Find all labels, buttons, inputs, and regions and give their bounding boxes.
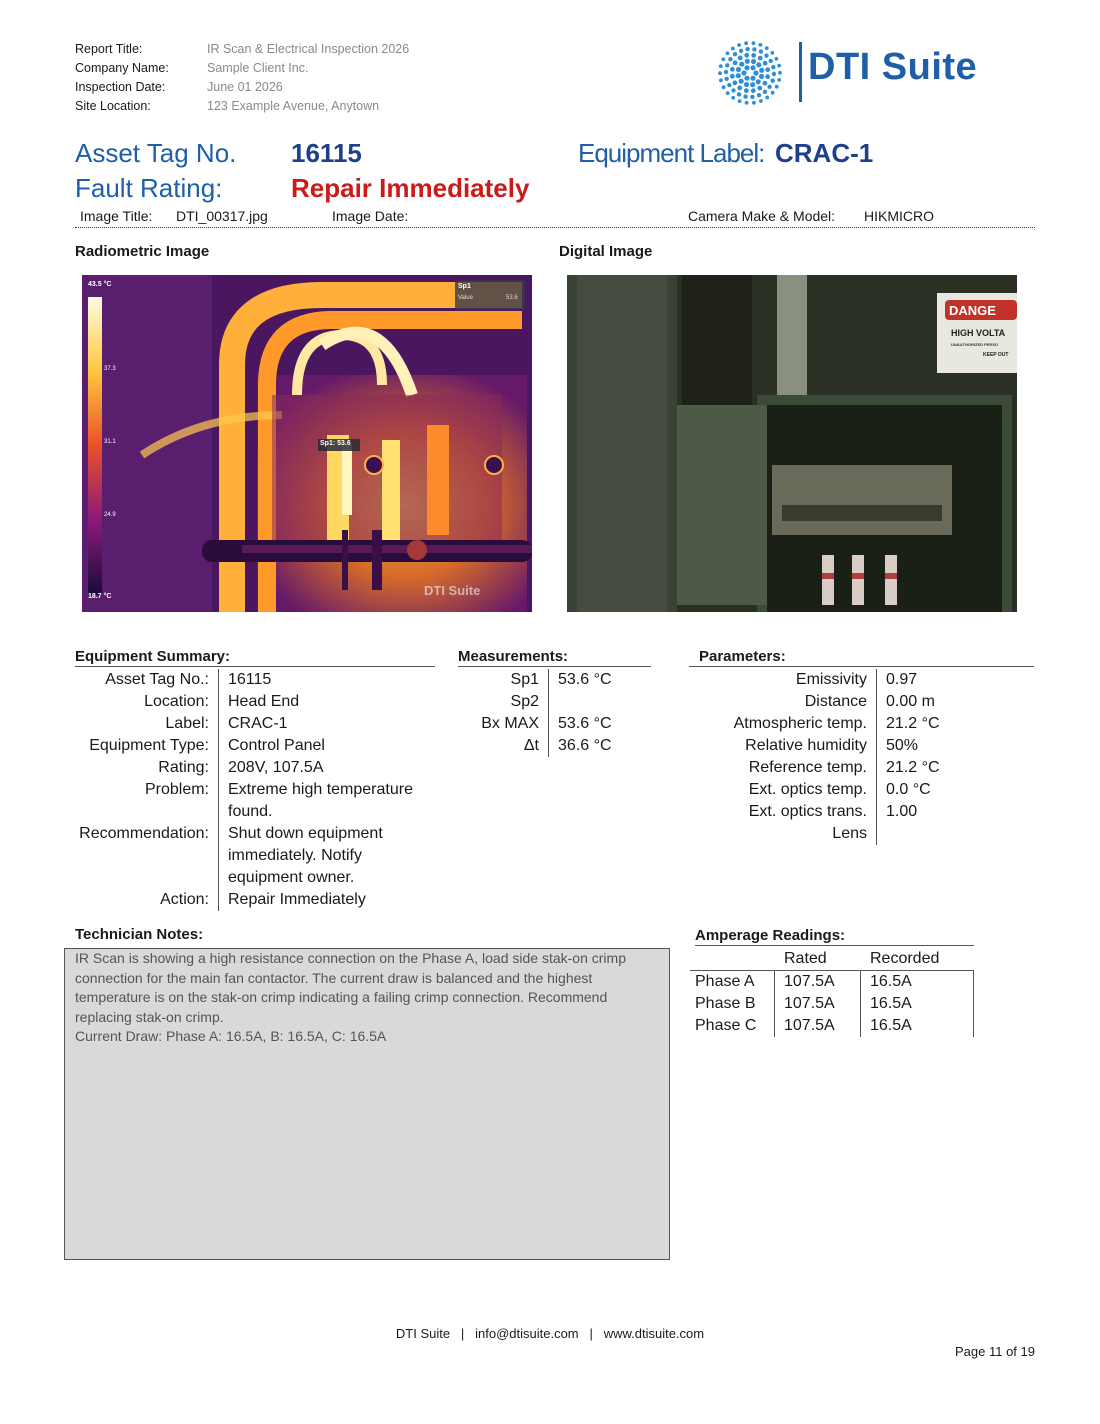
technician-notes-heading: Technician Notes: (75, 926, 204, 943)
equipment-label-value: CRAC-1 (775, 138, 874, 168)
equipment-label-label: Equipment Label: (578, 138, 765, 168)
meta-key: Site Location: (75, 99, 151, 113)
summary-value (219, 669, 271, 691)
amperage-row (690, 971, 974, 993)
sign-text-small: UNAUTHORIZED PERSO (951, 342, 999, 347)
logo-divider (799, 42, 802, 102)
parameter-value: 0.00 m (886, 693, 935, 710)
fault-rating-value: Repair Immediately (291, 173, 530, 203)
measurement-value: 53.6 °C (558, 715, 612, 732)
meta-key: Report Title: (75, 42, 143, 56)
parameter-value: 21.2 °C (886, 759, 940, 776)
amperage-rated-cell: 107.5A (784, 973, 835, 990)
note-line: replacing stak-on crimp. (75, 1008, 224, 1025)
digital-heading: Digital Image (559, 243, 653, 260)
logo-dot (719, 79, 723, 83)
logo-dot (750, 95, 754, 99)
logo-dot (751, 88, 756, 93)
amperage-recorded-cell: 16.5A (870, 995, 912, 1012)
logo-dot (744, 76, 749, 81)
radiometric-heading: Radiometric Image (75, 243, 210, 260)
logo-dot (733, 80, 738, 85)
color-scale-bar (88, 297, 102, 595)
amperage-phase-cell: Phase B (695, 995, 756, 1012)
logo-dot (771, 91, 775, 95)
amperage-rated-cell: 107.5A (784, 995, 835, 1012)
parameter-key: Emissivity (689, 669, 877, 691)
logo-dot (722, 85, 726, 89)
logo-dot (744, 41, 748, 45)
summary-key: Equipment Type: (65, 735, 219, 757)
summary-key: Asset Tag No.: (65, 669, 219, 691)
logo-dot (750, 82, 755, 87)
logo-dot (771, 79, 775, 83)
meta-row-report-title (75, 40, 409, 59)
amperage-phase-cell: Phase A (695, 973, 755, 990)
logo-dot (759, 99, 763, 103)
parameter-key: Reference temp. (689, 757, 877, 779)
amperage-cell-divider (973, 993, 974, 1015)
summary-key: Rating: (65, 757, 219, 779)
logo-dot (765, 67, 770, 72)
summary-key: Location: (65, 691, 219, 713)
logo-dot (759, 74, 764, 79)
report-meta (75, 40, 409, 116)
logo-dot (751, 53, 756, 58)
summary-row (65, 735, 445, 757)
amperage-row (690, 1015, 974, 1037)
logo-dot (759, 68, 764, 73)
logo-dot (721, 57, 725, 61)
logo-dot (752, 41, 756, 45)
amperage-header-row (690, 948, 974, 970)
logo-dot (765, 74, 770, 79)
note-line: Current Draw: Phase A: 16.5A, B: 16.5A, C: 16.5A (75, 1028, 387, 1044)
amperage-row (690, 993, 974, 1015)
asset-tag-label: Asset Tag No. (75, 138, 237, 168)
amperage-rows (690, 970, 974, 1037)
logo-dot (736, 67, 741, 72)
summary-row (65, 889, 445, 911)
logo-dot (757, 86, 762, 91)
parameter-value: 0.97 (886, 671, 918, 688)
logo-dot (775, 57, 779, 61)
image-title-label: Image Title: (80, 208, 153, 224)
logo-dot (752, 47, 756, 51)
logo-dot (751, 59, 756, 64)
logo-dot (726, 91, 730, 95)
summary-row (65, 691, 445, 713)
logo-dot (777, 64, 781, 68)
amperage-rated-cell: 107.5A (784, 1017, 835, 1034)
logo-dot (726, 51, 730, 55)
meta-key: Inspection Date: (75, 80, 166, 94)
logo-dot (741, 70, 746, 75)
parameter-row (689, 735, 1034, 757)
logo-dot (757, 93, 761, 97)
parameter-row (689, 691, 1034, 713)
logo-dot (767, 85, 771, 89)
logo-dot (777, 78, 781, 82)
summary-row (65, 779, 445, 823)
amperage-phase-cell: Phase C (695, 1017, 757, 1034)
scale-max-label: 43.5 °C (88, 281, 112, 288)
measurement-key: Sp2 (448, 691, 549, 713)
parameter-key: Atmospheric temp. (689, 713, 877, 735)
parameter-value (877, 823, 886, 845)
logo-dot (750, 76, 755, 81)
amperage-heading: Amperage Readings: (695, 927, 974, 946)
watermark-text: DTI Suite (424, 583, 481, 598)
amperage-cell-divider (860, 993, 861, 1015)
logo-dot (758, 56, 763, 61)
logo-dot (739, 79, 744, 84)
meta-value: IR Scan & Electrical Inspection 2026 (207, 42, 410, 56)
logo-dot (718, 71, 722, 75)
parameter-key: Ext. optics trans. (689, 801, 877, 823)
logo-dot (744, 65, 749, 70)
logo-dot (772, 72, 776, 76)
logo-dot (727, 83, 731, 87)
summary-value-line: Shut down equipment (228, 825, 383, 842)
camera-label: Camera Make & Model: (688, 208, 836, 224)
logo-dot (775, 85, 779, 89)
logo-dot (731, 96, 735, 100)
summary-key: Problem: (65, 779, 219, 823)
scale-tick: 31.1 (104, 439, 116, 445)
spot-box-title: Sp1 (458, 283, 471, 290)
dots-globe-icon (714, 38, 794, 108)
parameter-key: Ext. optics temp. (689, 779, 877, 801)
logo-dot (765, 96, 769, 100)
logo-dot (730, 74, 735, 79)
summary-value-line: Extreme high temperature (228, 781, 413, 798)
logo-dot (743, 94, 747, 98)
summary-value (219, 823, 383, 889)
measurements-table (448, 669, 648, 757)
digital-image (567, 275, 1017, 612)
parameter-key: Lens (689, 823, 877, 845)
summary-value-line: 208V, 107.5A (228, 759, 324, 776)
amperage-recorded-cell: 16.5A (870, 1017, 912, 1034)
measurement-row (448, 713, 648, 735)
scale-tick: 37.3 (104, 366, 116, 372)
spot-marker-label: Sp1: 53.6 (320, 440, 351, 447)
logo-dot (738, 99, 742, 103)
logo-dot (752, 101, 756, 105)
amperage-cell-divider (774, 993, 775, 1015)
summary-value-line: Head End (228, 693, 300, 710)
measurement-row (448, 669, 648, 691)
logo-dot (765, 46, 769, 50)
measurement-key: Δt (448, 735, 549, 757)
logo-dot (728, 57, 732, 61)
spot-box-label: Value (458, 295, 473, 301)
spot-box-value: 53.6 (506, 295, 518, 301)
parameters-table (689, 669, 1034, 845)
meta-value: June 01 2026 (207, 80, 283, 94)
parameter-row (689, 801, 1034, 823)
amperage-cell-divider (860, 1015, 861, 1037)
fault-rating-label: Fault Rating: (75, 173, 223, 203)
parameter-value: 50% (886, 737, 919, 754)
meta-row-site (75, 97, 409, 116)
summary-value-line: CRAC-1 (228, 715, 288, 732)
col-rated: Rated (784, 950, 827, 967)
radiometric-image (82, 275, 532, 612)
footer-contact: DTI Suite | info@dtisuite.com | www.dtisuite.com (395, 1326, 705, 1341)
parameter-row (689, 757, 1034, 779)
logo-dot (744, 53, 749, 58)
meta-row-company (75, 59, 409, 78)
logo-text: DTI Suite (808, 46, 978, 88)
logo-dot (756, 62, 761, 67)
summary-key: Action: (65, 889, 219, 911)
meta-key: Company Name: (75, 61, 169, 75)
summary-value-line: 16115 (228, 671, 272, 688)
image-title-value: DTI_00317.jpg (176, 208, 268, 224)
image-date-label: Image Date: (332, 208, 409, 224)
meta-value: Sample Client Inc. (207, 61, 309, 75)
logo-dot (770, 51, 774, 55)
scale-tick: 24.9 (104, 512, 116, 518)
scale-min-label: 18.7 °C (88, 593, 112, 600)
summary-value-line: found. (228, 803, 273, 820)
page-number: Page 11 of 19 (955, 1344, 1035, 1359)
sign-keep-out-text: KEEP OUT (983, 352, 1009, 358)
logo-dot (769, 59, 773, 63)
summary-key: Recommendation: (65, 823, 219, 889)
parameters-heading: Parameters: (689, 648, 1034, 667)
logo-dot (719, 64, 723, 68)
measurement-value (549, 691, 558, 713)
summary-value (219, 757, 324, 779)
logo-dot (737, 43, 741, 47)
logo-dot (745, 47, 749, 51)
amperage-cell-divider (860, 971, 861, 993)
parameter-row (689, 713, 1034, 735)
summary-value-line: Repair Immediately (228, 891, 366, 908)
summary-key: Label: (65, 713, 219, 735)
summary-row (65, 823, 445, 889)
meta-value: 123 Example Avenue, Anytown (207, 99, 380, 113)
measurement-value: 53.6 °C (558, 671, 612, 688)
parameter-value: 0.0 °C (886, 781, 931, 798)
logo-dot (759, 43, 763, 47)
note-line: connection for the main fan contactor. The current draw is balanced and the highest (75, 969, 593, 986)
summary-value (219, 735, 325, 757)
sign-voltage-text: HIGH VOLTA (951, 328, 1006, 338)
parameter-row (689, 669, 1034, 691)
col-recorded: Recorded (870, 950, 940, 967)
equipment-summary-table (65, 669, 445, 911)
amperage-table (690, 946, 974, 1037)
parameter-key: Relative humidity (689, 735, 877, 757)
logo-dot (737, 92, 741, 96)
logo-dot (778, 71, 782, 75)
amperage-cell-divider (973, 1015, 974, 1037)
parameter-row (689, 823, 1034, 845)
dti-suite-logo (714, 38, 1014, 104)
amperage-recorded-cell: 16.5A (870, 973, 912, 990)
logo-dot (744, 88, 749, 93)
logo-dot (763, 81, 768, 86)
summary-row (65, 757, 445, 779)
logo-dot (763, 90, 767, 94)
logo-dot (771, 65, 775, 69)
summary-value (219, 889, 366, 911)
equipment-summary-heading: Equipment Summary: (75, 648, 435, 667)
logo-dot (759, 49, 763, 53)
summary-value (219, 691, 299, 713)
logo-dot (736, 73, 741, 78)
logo-dot (725, 63, 729, 67)
summary-row (65, 669, 445, 691)
amperage-cell-divider (774, 971, 775, 993)
logo-dot (764, 53, 768, 57)
logo-dot (733, 52, 737, 56)
summary-value (219, 779, 413, 823)
sign-danger-text: DANGE (949, 303, 996, 318)
logo-dot (738, 56, 743, 61)
logo-dot (753, 70, 758, 75)
logo-dot (731, 88, 735, 92)
parameter-value: 1.00 (886, 803, 918, 820)
parameter-key: Distance (689, 691, 877, 713)
technician-notes-box (64, 948, 670, 1260)
amperage-cell-divider (973, 971, 974, 993)
measurement-row (448, 691, 648, 713)
logo-dot (737, 86, 742, 91)
logo-dot (745, 59, 750, 64)
logo-dot (750, 65, 755, 70)
summary-value (219, 713, 288, 735)
meta-row-date (75, 78, 409, 97)
logo-dot (739, 49, 743, 53)
logo-dot (724, 70, 728, 74)
logo-dot (725, 77, 729, 81)
measurement-key: Bx MAX (448, 713, 549, 735)
logo-dot (763, 61, 768, 66)
logo-dot (731, 47, 735, 51)
note-line: temperature is on the stak-on crimp indicating a failing crimp connection. Recommend (75, 989, 608, 1005)
summary-row (65, 713, 445, 735)
summary-value-line: Control Panel (228, 737, 325, 754)
amperage-cell-divider (774, 1015, 775, 1037)
logo-dot (744, 82, 749, 87)
camera-value: HIKMICRO (864, 208, 934, 224)
image-info-line (75, 207, 1035, 228)
thermal-scene (82, 275, 532, 612)
measurement-key: Sp1 (448, 669, 549, 691)
logo-dot (745, 101, 749, 105)
measurement-value: 36.6 °C (558, 737, 612, 754)
logo-dot (733, 60, 738, 65)
summary-value-line: equipment owner. (228, 869, 355, 886)
logo-dot (739, 62, 744, 67)
note-line: IR Scan is showing a high resistance connection on the Phase A, load side stak-on crimp (75, 950, 626, 966)
logo-dot (730, 67, 735, 72)
measurements-heading: Measurements: (458, 648, 651, 667)
parameter-row (689, 779, 1034, 801)
asset-tag-value: 16115 (291, 138, 362, 168)
measurement-row (448, 735, 648, 757)
logo-dot (756, 79, 761, 84)
digital-scene (567, 275, 1017, 612)
parameter-value: 21.2 °C (886, 715, 940, 732)
summary-value-line: immediately. Notify (228, 847, 362, 864)
